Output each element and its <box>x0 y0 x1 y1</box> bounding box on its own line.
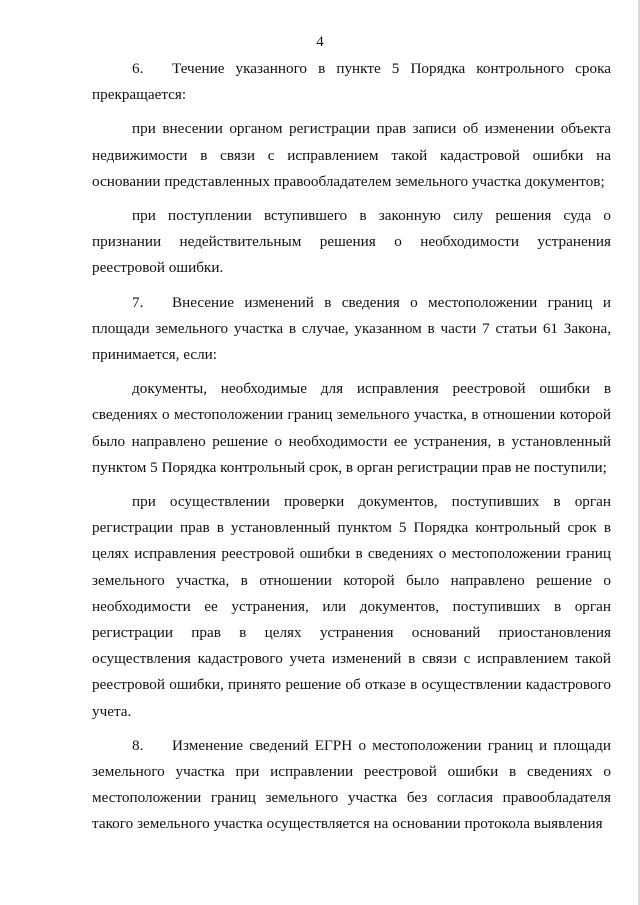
paragraph-text: при осуществлении проверки документов, поступивших в орган регистрации прав в установленный пунктом 5 Порядка контрольный срок в целях исправления реестровой ошибки в сведениях о местоположении границ земельного участка, в отношении которой было направлено решение о необходимости ее устранения, или документов, поступивших в орган регистрации прав в целях устранения оснований приостановления осуществления кадастрового учета изменений в связи с исправлением такой реестровой ошибки, принято решение об отказе в осуществлении кадастрового учета. <box>92 493 611 720</box>
paragraph-text: Внесение изменений в сведения о местоположении границ и площади земельного участка в случае, указанном в части 7 статьи 61 Закона, принимается, если: <box>92 293 611 364</box>
paragraph-7-item-1 <box>92 376 611 481</box>
paragraph-text: при поступлении вступившего в законную силу решения суда о признании недействительным решения о необходимости устранения реестровой ошибки. <box>92 207 611 277</box>
paragraph-text: при внесении органом регистрации прав записи об изменении объекта недвижимости в связи с исправлением такой кадастровой ошибки на основании представленных правообладателем земельного участка документов; <box>92 120 611 190</box>
document-body <box>92 56 611 838</box>
paragraph-number: 6. <box>132 60 144 77</box>
paragraph-text: Течение указанного в пункте 5 Порядка контрольного срока прекращается: <box>92 60 611 104</box>
paragraph-6 <box>92 56 611 108</box>
paragraph-6-item-2 <box>92 203 611 282</box>
paragraph-number: 8. <box>132 736 144 754</box>
paragraph-8 <box>92 733 611 838</box>
paragraph-7-item-2 <box>92 489 611 725</box>
paragraph-7 <box>92 290 611 369</box>
paragraph-6-item-1 <box>92 116 611 195</box>
paragraph-text: документы, необходимые для исправления реестровой ошибки в сведениях о местоположении границ земельного участка, в отношении которой было направлено решение о необходимости ее устранения, в установленный пунктом 5 Порядка контрольный срок, в орган регистрации прав не поступили; <box>92 380 611 476</box>
paragraph-number: 7. <box>132 293 144 311</box>
paragraph-text: Изменение сведений ЕГРН о местоположении границ и площади земельного участка при исправлении реестровой ошибки в сведениях о местоположении границ земельного участка без согласия правообладателя такого земельного участка осуществляется на основании протокола выявления <box>92 736 611 833</box>
page-number: 4 <box>316 34 324 50</box>
